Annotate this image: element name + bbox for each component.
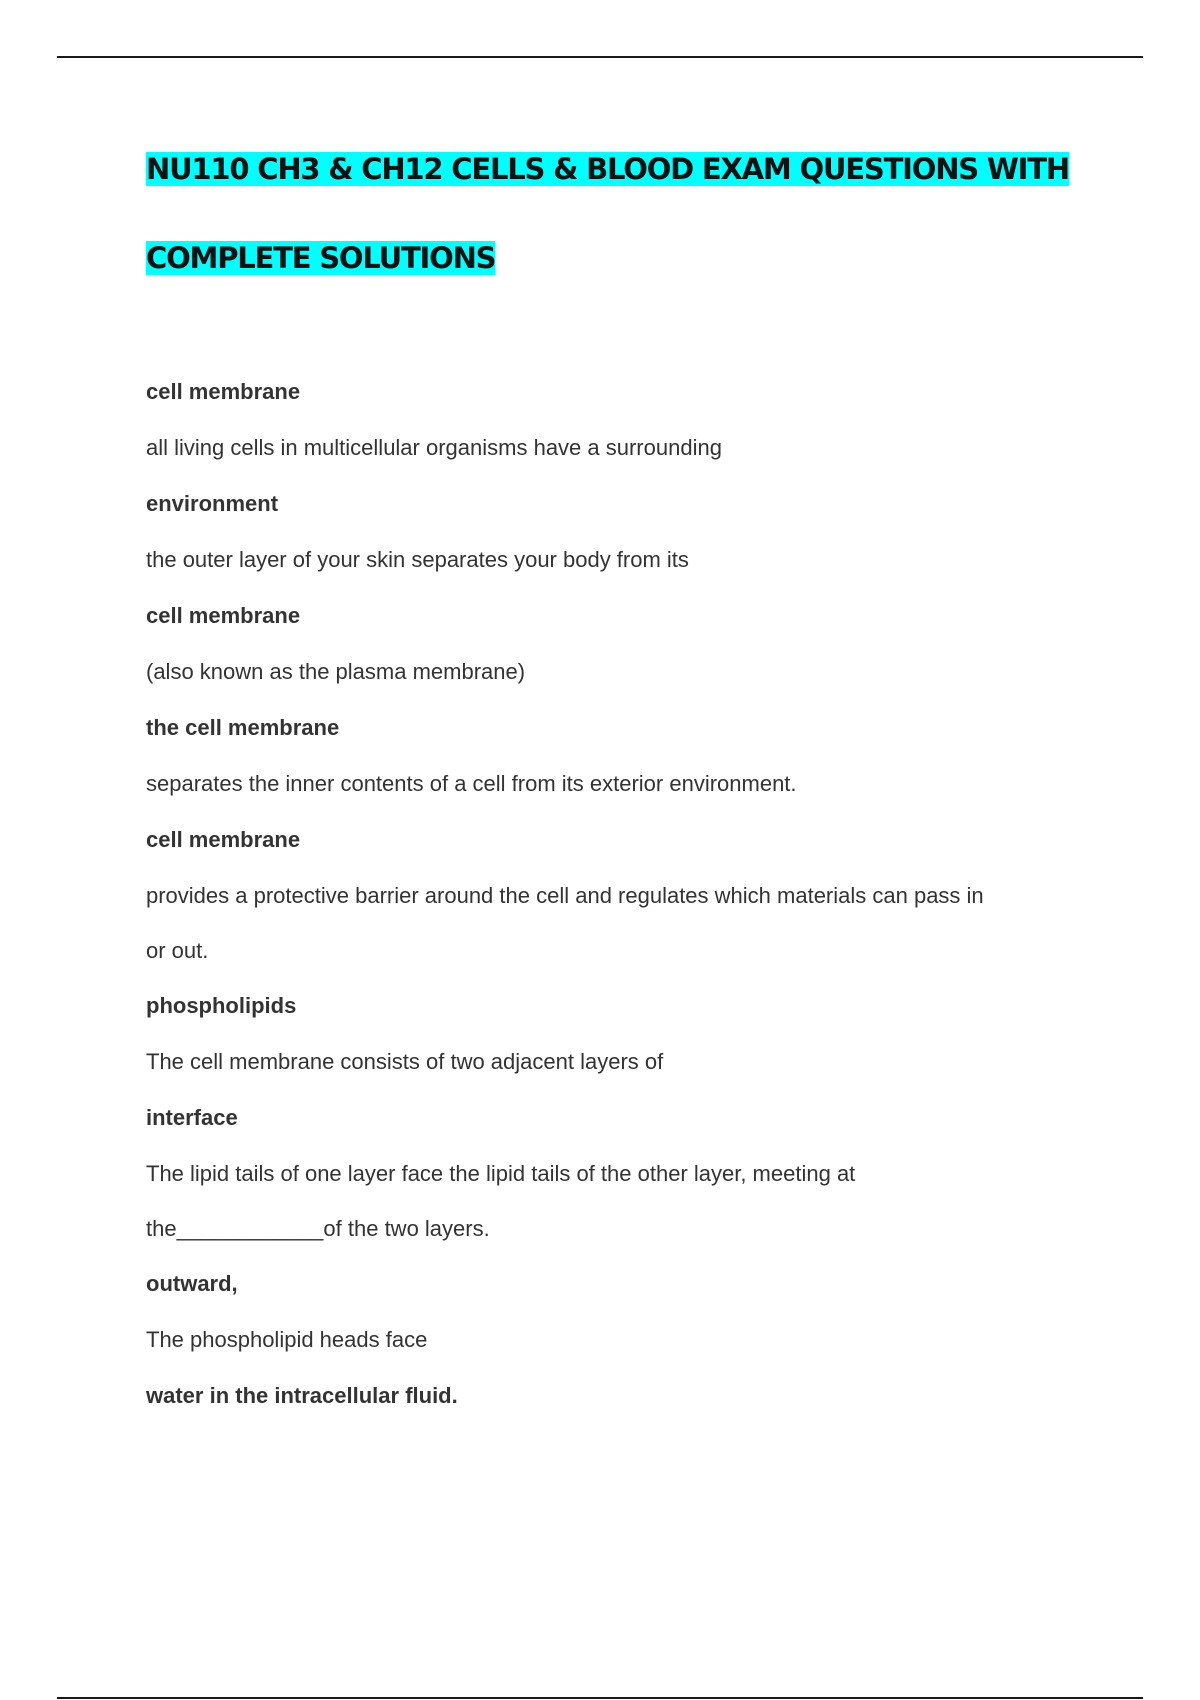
entry-definition [146,881,1086,991]
flashcard-entry [146,1381,1086,1437]
flashcard-entry [146,489,1086,601]
entry-term: water in the intracellular fluid. [146,1383,458,1408]
document-title-line-2: COMPLETE SOLUTIONS [146,241,496,275]
entry-definition-line: The lipid tails of one layer face the lipid tails of the other layer, meeting at [146,1161,856,1186]
flashcard-entry [146,601,1086,713]
entry-term: cell membrane [146,379,301,404]
entry-definition: The phospholipid heads face [146,1327,428,1352]
flashcard-entry [146,713,1086,825]
entry-definition: the outer layer of your skin separates your body from its [146,547,689,572]
flashcard-entry [146,991,1086,1103]
entry-term: environment [146,491,279,516]
entry-definition-line: or out. [146,938,209,963]
entry-term: outward, [146,1271,238,1296]
entry-term: phospholipids [146,993,297,1018]
entry-definition: The cell membrane consists of two adjacent layers of [146,1049,664,1074]
entry-term: cell membrane [146,603,301,628]
flashcard-entry [146,1269,1086,1381]
entry-definition: separates the inner contents of a cell from its exterior environment. [146,771,797,796]
entry-definition-line: provides a protective barrier around the cell and regulates which materials can pass in [146,883,984,908]
entry-definition: (also known as the plasma membrane) [146,659,526,684]
flashcard-list [146,377,1086,1437]
top-rule [57,56,1143,58]
entry-definition [146,1159,1086,1269]
bottom-rule [57,1697,1143,1699]
flashcard-entry [146,1103,1086,1269]
entry-term: interface [146,1105,238,1130]
document-title-line-1: NU110 CH3 & CH12 CELLS & BLOOD EXAM QUESTIONS WITH [146,152,1069,186]
flashcard-entry [146,825,1086,991]
entry-term: cell membrane [146,827,301,852]
entry-definition-line: the____________of the two layers. [146,1216,490,1241]
entry-definition: all living cells in multicellular organisms have a surrounding [146,435,722,460]
flashcard-entry [146,377,1086,489]
entry-term: the cell membrane [146,715,340,740]
